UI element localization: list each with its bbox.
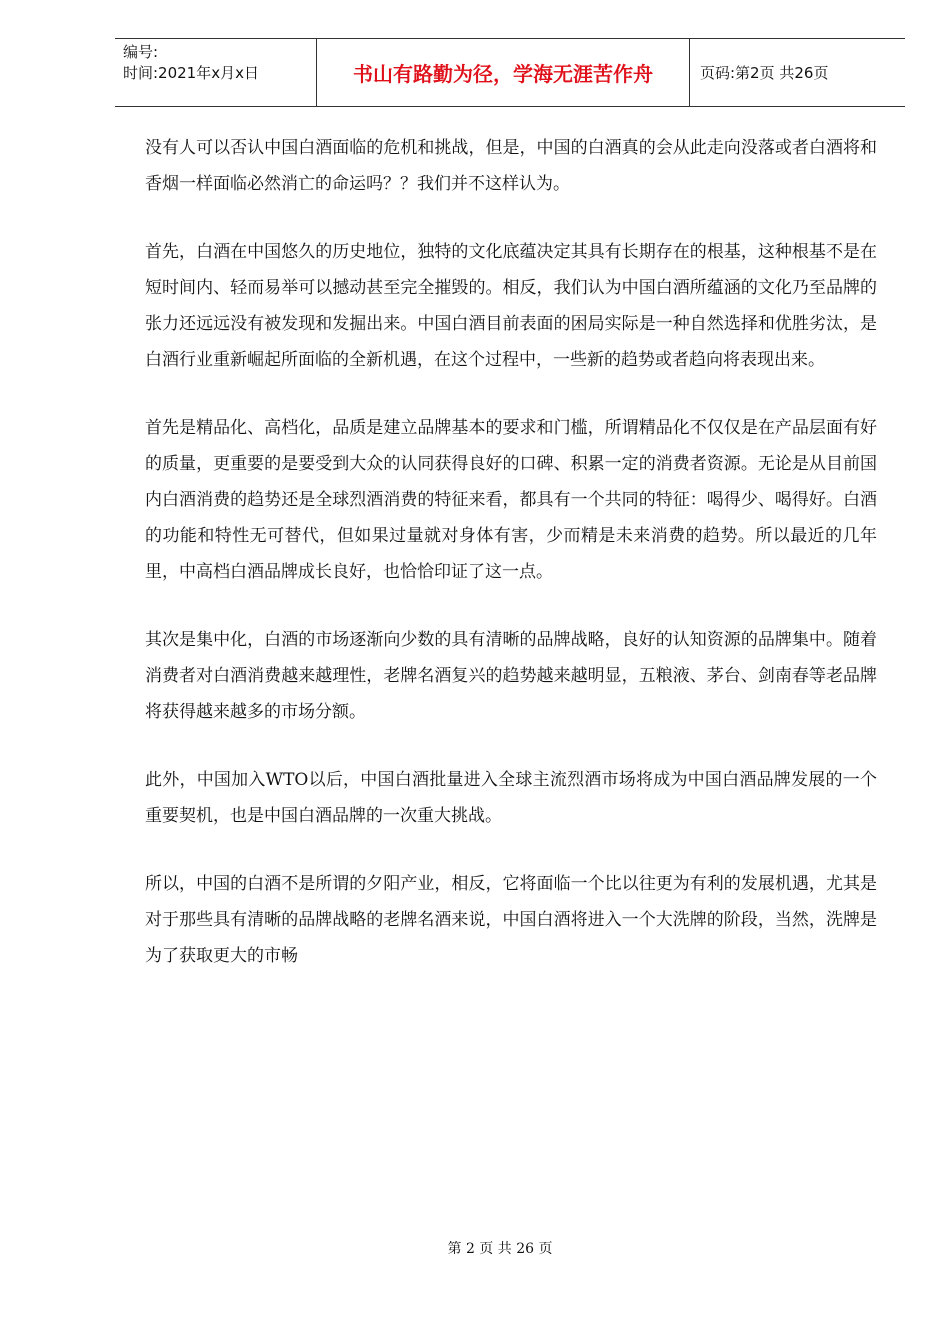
paragraph-6: 所以，中国的白酒不是所谓的夕阳产业，相反，它将面临一个比以往更为有利的发展机遇，尤其是对于那些具有清晰的品牌战略的老牌名酒来说，中国白酒将进入一个大洗牌的阶段，当然，洗牌是为了获取更大的市畅 <box>145 874 877 966</box>
header-motto: 书山有路勤为径，学海无涯苦作舟 <box>317 39 690 106</box>
document-body <box>145 130 877 1006</box>
paragraph-3: 首先是精品化、高档化，品质是建立品牌基本的要求和门槛，所谓精品化不仅仅是在产品层面有好的质量，更重要的是要受到大众的认同获得良好的口碑、积累一定的消费者资源。无论是从目前国内白酒消费的趋势还是全球烈酒消费的特征来看，都具有一个共同的特征：喝得少、喝得好。白酒的功能和特性无可替代，但如果过量就对身体有害，少而精是未来消费的趋势。所以最近的几年里，中高档白酒品牌成长良好，也恰恰印证了这一点。 <box>145 418 877 582</box>
time-label: 时间:2021年x月x日 <box>123 64 259 82</box>
paragraph-2: 首先，白酒在中国悠久的历史地位，独特的文化底蕴决定其具有长期存在的根基，这种根基不是在短时间内、轻而易举可以撼动甚至完全摧毁的。相反，我们认为中国白酒所蕴涵的文化乃至品牌的张力还远远没有被发现和发掘出来。中国白酒目前表面的困局实际是一种自然选择和优胜劣汰，是白酒行业重新崛起所面临的全新机遇，在这个过程中，一些新的趋势或者趋向将表现出来。 <box>145 242 877 370</box>
paragraph-4: 其次是集中化，白酒的市场逐渐向少数的具有清晰的品牌战略，良好的认知资源的品牌集中。随着消费者对白酒消费越来越理性，老牌名酒复兴的趋势越来越明显，五粮液、茅台、剑南春等老品牌将获得越来越多的市场分额。 <box>145 630 877 722</box>
page-footer: 第 2 页 共 26 页 <box>447 1241 553 1257</box>
header-meta <box>115 39 317 106</box>
paragraph-1: 没有人可以否认中国白酒面临的危机和挑战，但是，中国的白酒真的会从此走向没落或者白酒将和香烟一样面临必然消亡的命运吗？？我们并不这样认为。 <box>145 138 877 194</box>
page-header <box>115 38 905 107</box>
paragraph-5: 此外，中国加入WTO以后，中国白酒批量进入全球主流烈酒市场将成为中国白酒品牌发展的一个重要契机，也是中国白酒品牌的一次重大挑战。 <box>145 770 877 826</box>
number-label: 编号: <box>123 43 159 61</box>
header-page-info: 页码:第2页 共26页 <box>700 64 829 82</box>
